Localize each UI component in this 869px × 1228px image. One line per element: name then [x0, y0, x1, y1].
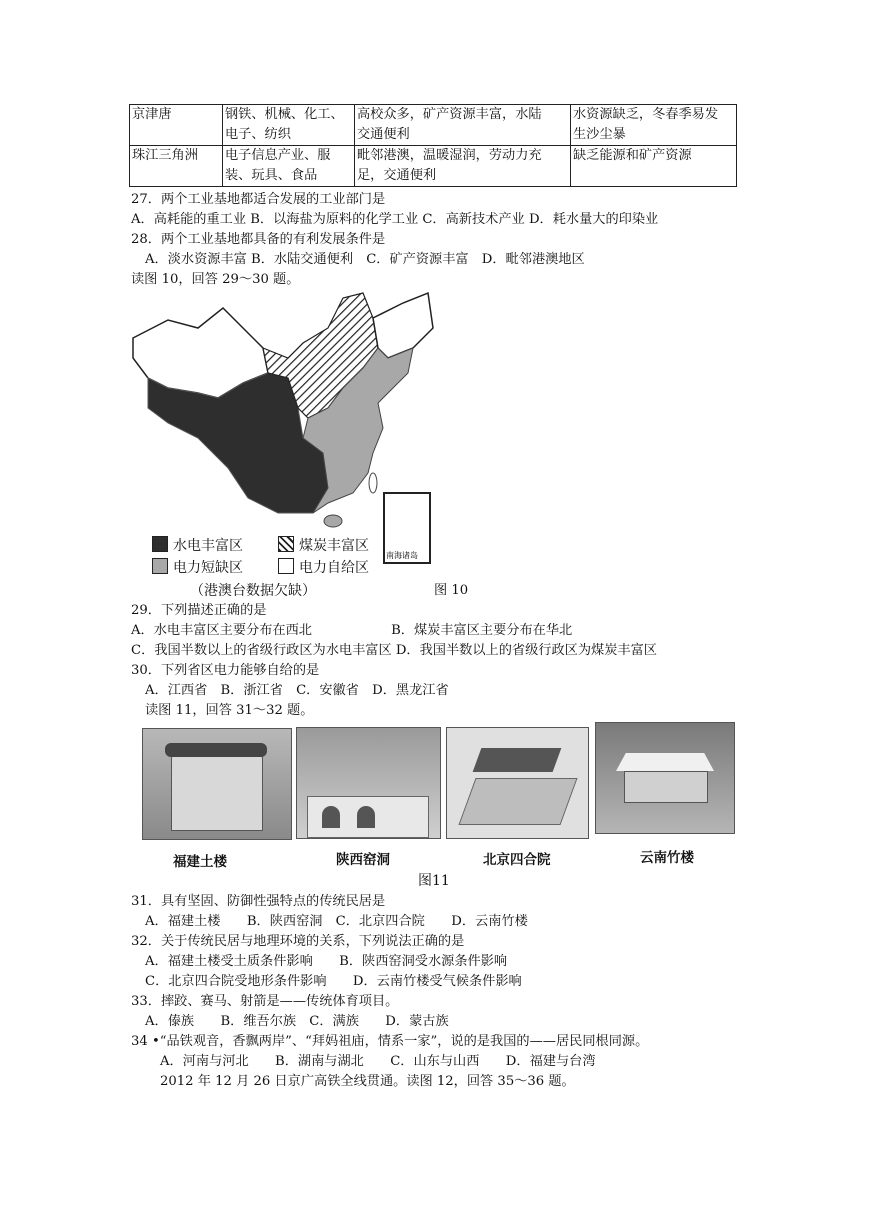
inset-label: 南海诸岛	[386, 551, 418, 560]
question-32: 32．关于传统民居与地理环境的关系，下列说法正确的是	[131, 934, 465, 949]
table-row	[130, 105, 737, 146]
question-32-ab: A．福建土楼受土质条件影响 B．陕西窑洞受水源条件影响	[145, 954, 508, 969]
question-31: 31．具有坚固、防御性强特点的传统民居是	[131, 894, 386, 909]
figure-10-label: 图 10	[434, 583, 469, 598]
question-30: 30．下列省区电力能够自给的是	[131, 663, 320, 678]
photo-shaanxi-yaodong	[296, 727, 441, 839]
question-28-options: A．淡水资源丰富 B．水陆交通便利 C．矿产资源丰富 D．毗邻港澳地区	[145, 252, 585, 267]
region-northeast	[373, 293, 433, 358]
question-27-options: A．高耗能的重工业 B．以海盐为原料的化学工业 C．高新技术产业 D．耗水量大的印染业	[131, 212, 659, 227]
question-31-options: A．福建土楼 B．陕西窑洞 C．北京四合院 D．云南竹楼	[145, 914, 528, 929]
caption-yunnan-zhulou: 云南竹楼	[640, 850, 694, 866]
table-cell: 缺乏能源和矿产资源	[571, 146, 737, 187]
legend-shortage: 电力短缺区	[152, 557, 243, 577]
legend-coal: 煤炭丰富区	[278, 535, 369, 555]
table-cell: 京津唐	[130, 105, 223, 146]
industrial-base-table	[129, 104, 737, 187]
map-note: （港澳台数据欠缺）	[190, 583, 316, 599]
caption-beijing-siheyuan: 北京四合院	[483, 852, 551, 868]
table-row	[130, 146, 737, 187]
question-34: 34 •“品铁观音，香飘两岸”、“拜妈祖庙，情系一家”，说的是我国的——居民同根同源。	[131, 1034, 649, 1049]
read-figure-10: 读图 10，回答 29～30 题。	[131, 272, 300, 287]
question-29-ab: A．水电丰富区主要分布在西北 B．煤炭丰富区主要分布在华北	[131, 623, 573, 638]
photo-yunnan-zhulou	[595, 722, 735, 834]
question-33-options: A．傣族 B．维吾尔族 C．满族 D．蒙古族	[145, 1014, 449, 1029]
taiwan-island	[369, 473, 377, 493]
question-27: 27．两个工业基地都适合发展的工业部门是	[131, 192, 386, 207]
question-28: 28．两个工业基地都具备的有利发展条件是	[131, 232, 386, 247]
legend-hydro: 水电丰富区	[152, 535, 243, 555]
table-cell: 珠江三角洲	[130, 146, 223, 187]
photo-beijing-siheyuan	[446, 727, 589, 839]
question-33: 33．摔跤、赛马、射箭是——传统体育项目。	[131, 994, 399, 1009]
table-cell: 水资源缺乏，冬春季易发 生沙尘暴	[571, 105, 737, 146]
table-cell: 电子信息产业、服 装、玩具、食品	[223, 146, 355, 187]
hainan-island	[324, 515, 342, 527]
photo-fujian-tulou	[142, 728, 292, 840]
table-cell: 毗邻港澳，温暖湿润，劳动力充 足，交通便利	[355, 146, 571, 187]
intro-questions-35-36: 2012 年 12 月 26 日京广高铁全线贯通。读图 12，回答 35～36 题。	[160, 1074, 575, 1089]
legend-self: 电力自给区	[278, 557, 369, 577]
question-29-cd: C．我国半数以上的省级行政区为水电丰富区 D．我国半数以上的省级行政区为煤炭丰富区	[131, 643, 657, 658]
question-30-options: A．江西省 B．浙江省 C．安徽省 D．黑龙江省	[145, 683, 449, 698]
table-cell: 钢铁、机械、化工、 电子、纺织	[223, 105, 355, 146]
question-34-options: A．河南与河北 B．湖南与湖北 C．山东与山西 D．福建与台湾	[160, 1054, 596, 1069]
question-32-cd: C．北京四合院受地形条件影响 D．云南竹楼受气候条件影响	[145, 974, 522, 989]
caption-shaanxi-yaodong: 陕西窑洞	[336, 852, 390, 868]
caption-fujian-tulou: 福建土楼	[173, 854, 227, 870]
figure-11-label: 图11	[418, 873, 450, 889]
read-figure-11: 读图 11，回答 31～32 题。	[145, 703, 314, 718]
table-cell: 高校众多，矿产资源丰富，水陆 交通便利	[355, 105, 571, 146]
question-29: 29．下列描述正确的是	[131, 603, 267, 618]
